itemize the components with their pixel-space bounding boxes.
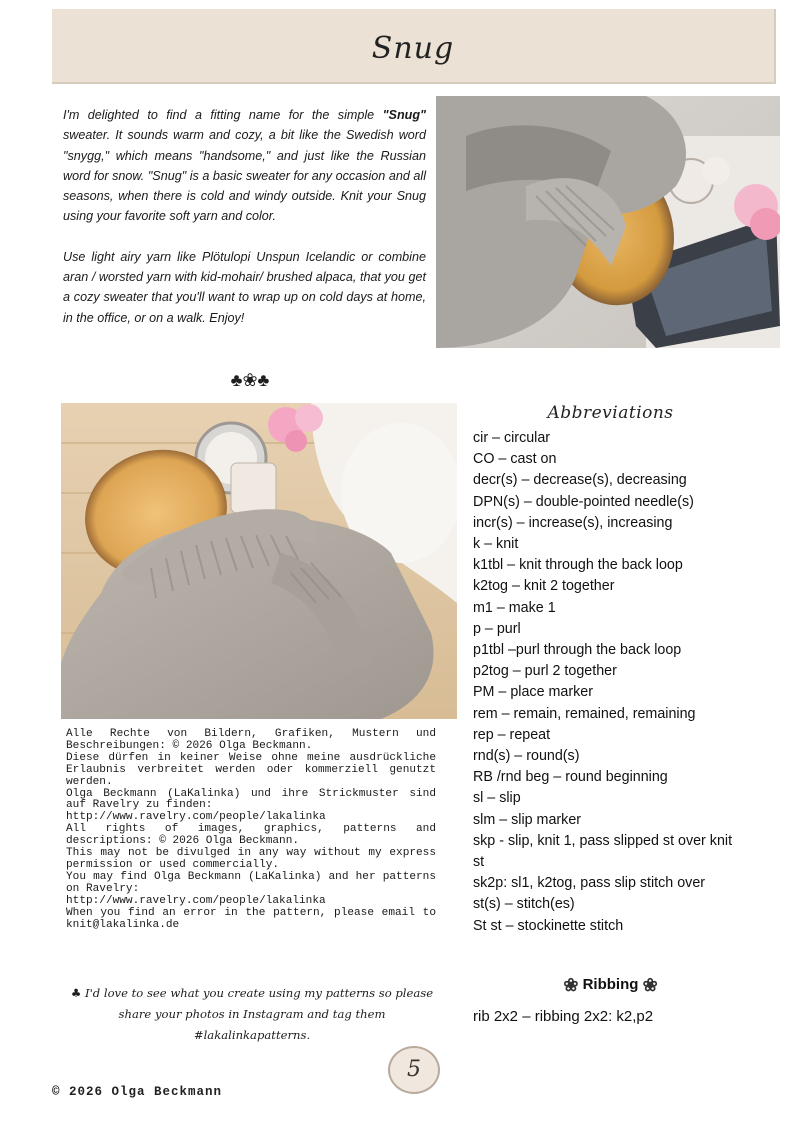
abbreviation-item: rem – remain, remained, remaining	[473, 705, 696, 722]
intro-text-part: I'm delighted to find a fitting name for the simple	[63, 108, 383, 122]
abbreviation-item: sl – slip	[473, 790, 521, 807]
shamrock-divider: ♣❀♣	[230, 370, 270, 390]
rights-line: Diese dürfen in keiner Weise ohne meine ausdrückliche Erlaubnis verbreitet werden oder kommerziell genutzt werden.	[66, 751, 443, 788]
ravelry-link[interactable]: http://www.ravelry.com/people/lakalinka	[66, 894, 326, 907]
sweater-photo-main	[61, 403, 457, 719]
abbreviation-item: st(s) – stitch(es)	[473, 896, 575, 913]
page-title: Snug	[371, 31, 455, 66]
abbreviation-item: m1 – make 1	[473, 599, 556, 616]
ribbing-heading	[473, 975, 748, 996]
rights-line: Olga Beckmann (LaKalinka) und ihre Strickmuster sind auf Ravelry zu finden:	[66, 787, 443, 812]
abbreviation-item: p – purl	[473, 620, 521, 637]
intro-text	[63, 105, 426, 348]
copyright-notice	[66, 728, 443, 931]
abbreviation-item: RB /rnd beg – round beginning	[473, 769, 668, 786]
flower-icon: ❀	[642, 975, 658, 995]
abbreviation-item: p1tbl –purl through the back loop	[473, 642, 682, 659]
abbreviation-item: rep – repeat	[473, 726, 551, 743]
shamrock-icon: ♣	[70, 986, 82, 1000]
sweater-photo-top-image	[436, 96, 780, 348]
abbreviation-item: k2tog – knit 2 together	[473, 578, 615, 595]
pattern-name-bold: "Snug"	[382, 108, 426, 122]
intro-paragraph-2: Use light airy yarn like Plötulopi Unspun Icelandic or combine aran / worsted yarn with kid-mohair/ brushed alpaca, that you get a cozy sweater that you'll want to wrap up on cold days at home, in the office, or on a walk. Enjoy!	[63, 249, 426, 325]
abbreviation-item: DPN(s) – double-pointed needle(s)	[473, 493, 694, 510]
rights-line: You may find Olga Beckmann (LaKalinka) and her patterns on Ravelry:	[66, 870, 443, 895]
share-text: I'd love to see what you create using my patterns so please share your photos in Instagram and tag them #lakalinkapatterns.	[84, 986, 434, 1042]
sweater-photo-top	[436, 96, 780, 348]
intro-paragraph-1	[63, 105, 426, 227]
abbreviation-item: k – knit	[473, 536, 519, 553]
abbreviation-item: sk2p: sl1, k2tog, pass slip stitch over	[473, 875, 706, 892]
share-message	[66, 983, 438, 1046]
ribbing-text: rib 2x2 – ribbing 2x2: k2,p2	[473, 1008, 654, 1025]
sweater-photo-main-image	[61, 403, 457, 719]
ribbing-title: Ribbing	[582, 976, 639, 993]
abbreviations-list	[473, 428, 773, 937]
title-banner	[52, 9, 776, 84]
abbreviation-item: p2tog – purl 2 together	[473, 663, 617, 680]
abbreviation-item: cir – circular	[473, 430, 551, 446]
abbreviation-item: St st – stockinette stitch	[473, 917, 624, 934]
rights-line: When you find an error in the pattern, please email to knit@lakalinka.de	[66, 906, 443, 931]
abbreviation-item: k1tbl – knit through the back loop	[473, 557, 683, 574]
abbreviation-item: decr(s) – decrease(s), decreasing	[473, 472, 687, 489]
rights-line: Alle Rechte von Bildern, Grafiken, Mustern und Beschreibungen: © 2026 Olga Beckmann.	[66, 728, 443, 752]
abbreviation-item: CO – cast on	[473, 451, 557, 468]
abbreviation-item: incr(s) – increase(s), increasing	[473, 514, 673, 531]
rights-line: All rights of images, graphics, patterns and descriptions: © 2026 Olga Beckmann.	[66, 823, 443, 848]
rights-line: This may not be divulged in any way without my express permission or used commercially.	[66, 847, 443, 871]
abbreviations-title: Abbreviations	[547, 403, 674, 423]
intro-text-part: sweater. It sounds warm and cozy, a bit like the Swedish word "snygg," which means "handsome," and just like the Russian word for snow. "Snug" is a basic sweater for any occasion and all seasons, when there is cold and windy outside. Knit your Snug using your favorite soft yarn and color.	[63, 128, 426, 224]
abbreviation-item: skp - slip, knit 1, pass slipped st over knit st	[473, 832, 733, 871]
abbreviation-item: PM – place marker	[473, 684, 593, 701]
footer-copyright: © 2026 Olga Beckmann	[52, 1085, 223, 1099]
flower-icon: ❀	[563, 975, 579, 995]
ravelry-link[interactable]: http://www.ravelry.com/people/lakalinka	[66, 811, 326, 824]
page-number: 5	[388, 1046, 440, 1094]
abbreviation-item: slm – slip marker	[473, 811, 582, 828]
abbreviation-item: rnd(s) – round(s)	[473, 748, 580, 765]
